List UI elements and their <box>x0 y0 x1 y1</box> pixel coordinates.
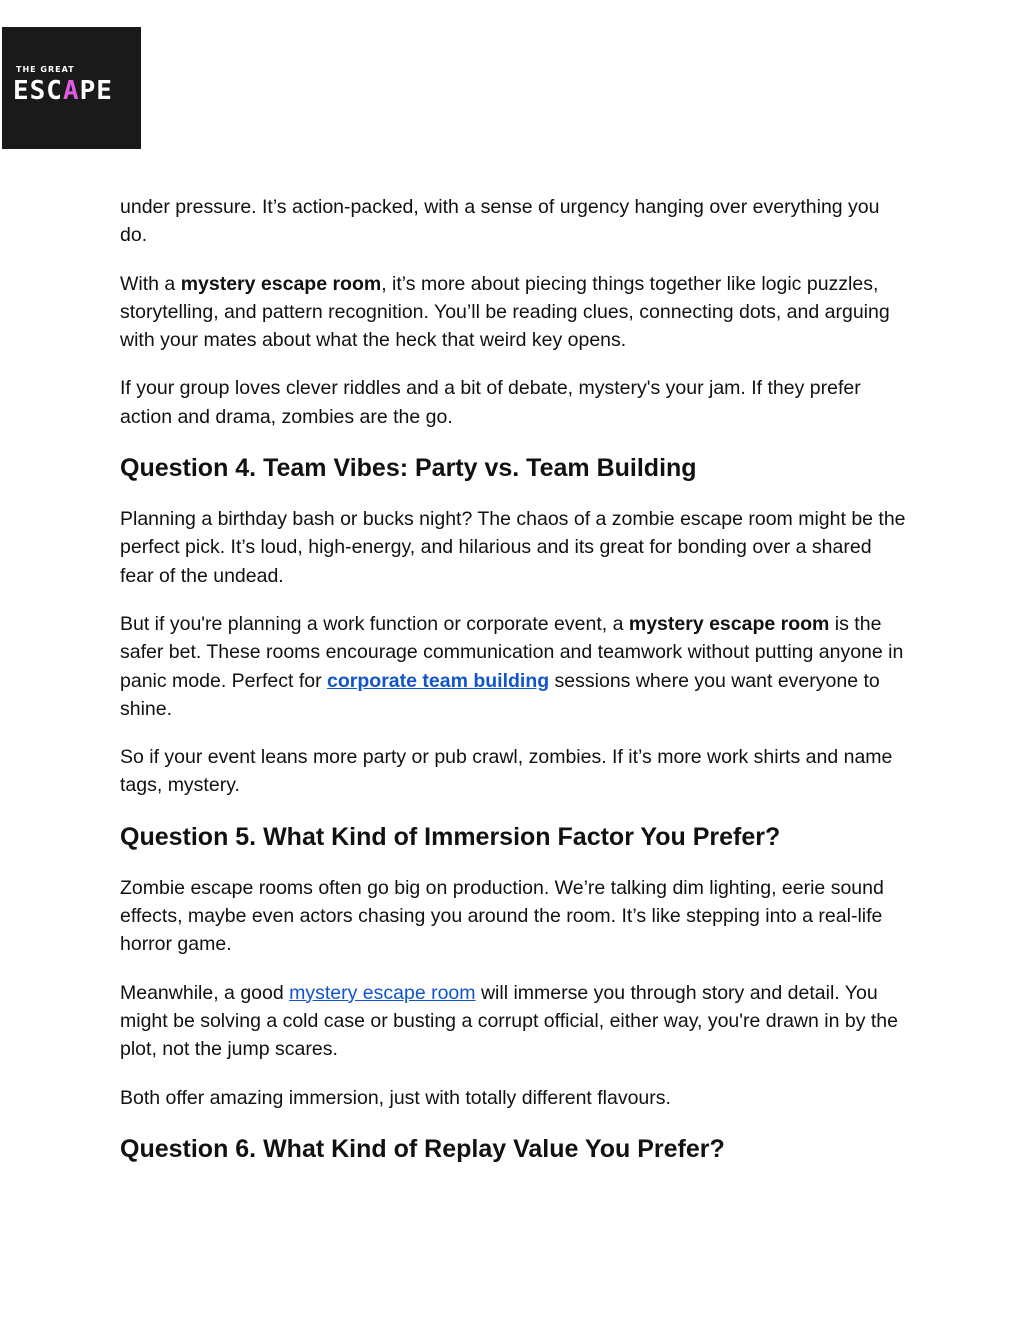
text-run: will immerse you through story and detail. You might be solving a cold case or busting a corrupt official, either way, you're drawn in by the plot, not the jump scares. <box>120 981 898 1061</box>
text-run: , it’s more about piecing things together like logic puzzles, storytelling, and pattern recognition. You’ll be reading clues, connecting dots, and arguing with your mates about what the heck that weird key opens. <box>120 272 890 352</box>
text-run: But if you're planning a work function or corporate event, a <box>120 612 629 635</box>
paragraph: Zombie escape rooms often go big on production. We’re talking dim lighting, eerie sound effects, maybe even actors chasing you around the room. It’s like stepping into a real-life horror game. <box>120 876 884 956</box>
article-body <box>120 193 910 1186</box>
paragraph <box>120 610 910 723</box>
paragraph: Planning a birthday bash or bucks night? The chaos of a zombie escape room might be the perfect pick. It’s loud, high-energy, and hilarious and its great for bonding over a shared fear of the undead. <box>120 508 906 587</box>
paragraph: If your group loves clever riddles and a bit of debate, mystery's your jam. If they prefer action and drama, zombies are the go. <box>120 377 861 428</box>
text-run: Meanwhile, a good <box>120 981 290 1004</box>
logo-word-part: PE <box>79 76 113 106</box>
logo-top-text: THE GREAT <box>16 65 75 74</box>
paragraph: Both offer amazing immersion, just with totally different flavours. <box>120 1086 671 1109</box>
text-run: sessions where you want everyone to shine. <box>120 669 880 720</box>
bold-text: mystery escape room <box>628 612 830 635</box>
paragraph <box>120 979 910 1064</box>
paragraph: So if your event leans more party or pub crawl, zombies. If it’s more work shirts and name tags, mystery. <box>120 746 893 797</box>
section-heading-question-6: Question 6. What Kind of Replay Value You Prefer? <box>120 1134 725 1163</box>
logo-word-part: ESC <box>13 76 63 106</box>
section-heading-question-4: Question 4. Team Vibes: Party vs. Team Building <box>120 454 697 483</box>
paragraph <box>120 270 910 355</box>
corporate-team-building-link[interactable]: corporate team building <box>327 669 550 692</box>
padlock-letter-icon: A <box>62 76 80 106</box>
text-run: With a <box>120 272 181 295</box>
mystery-escape-room-link[interactable]: mystery escape room <box>289 981 476 1004</box>
text-run: is the safer bet. These rooms encourage communication and teamwork without putting anyone in panic mode. Perfect for <box>120 612 904 692</box>
paragraph: under pressure. It’s action-packed, with a sense of urgency hanging over everything you do. <box>120 196 880 247</box>
brand-logo <box>2 27 141 149</box>
bold-text: mystery escape room <box>180 272 382 295</box>
section-heading-question-5: Question 5. What Kind of Immersion Factor You Prefer? <box>120 822 781 851</box>
logo-wordmark <box>13 76 113 106</box>
